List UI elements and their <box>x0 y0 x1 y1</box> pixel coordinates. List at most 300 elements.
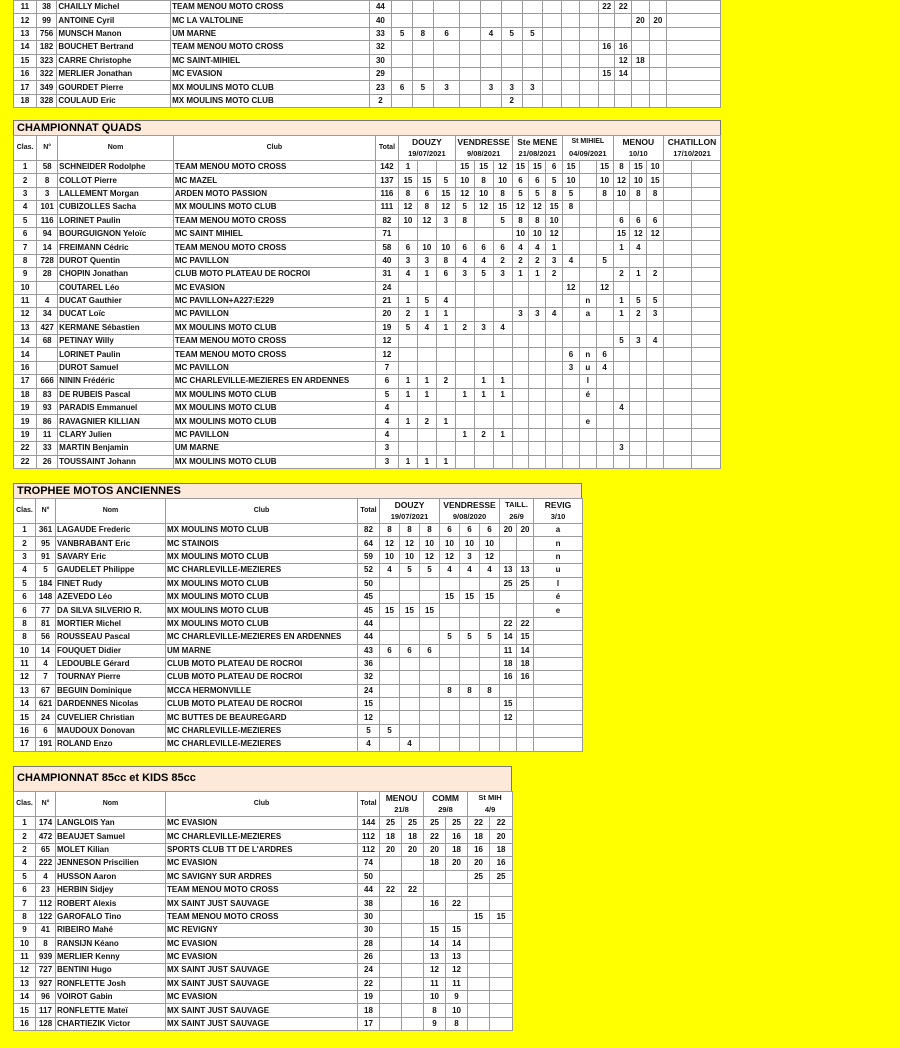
number-cell: 99 <box>36 14 57 27</box>
total-cell: 74 <box>358 857 380 870</box>
score-cell <box>598 81 615 94</box>
score-cell: 1 <box>493 375 512 388</box>
score-cell: 16 <box>500 671 517 684</box>
score-cell <box>380 870 402 883</box>
score-cell <box>664 268 692 281</box>
club-cell: MX MOULINS MOTO CLUB <box>166 550 358 563</box>
score-cell <box>664 214 692 227</box>
score-cell <box>561 81 580 94</box>
rank-cell: 7 <box>14 241 37 254</box>
score-cell: 4 <box>493 321 512 334</box>
score-cell: 12 <box>630 227 647 240</box>
score-cell <box>692 201 721 214</box>
table-row <box>14 241 721 254</box>
score-cell <box>493 294 512 307</box>
score-cell <box>380 964 402 977</box>
number-cell: 24 <box>36 711 56 724</box>
score-cell: 2 <box>455 321 474 334</box>
club-cell: MC EVASION <box>173 281 375 294</box>
score-cell <box>561 67 580 80</box>
score-cell <box>468 883 490 896</box>
total-cell: 31 <box>375 268 398 281</box>
table-row <box>14 1004 513 1017</box>
score-cell <box>380 698 400 711</box>
score-cell <box>436 428 455 441</box>
table-row <box>14 227 721 240</box>
score-cell: 5 <box>440 631 460 644</box>
name-cell: COULAUD Eric <box>57 94 171 107</box>
score-cell: 1 <box>398 415 417 428</box>
score-cell <box>632 67 650 80</box>
score-cell: 3 <box>546 254 563 267</box>
score-cell <box>546 455 563 468</box>
score-cell <box>460 41 481 54</box>
score-cell <box>522 67 543 80</box>
score-cell: 2 <box>647 268 664 281</box>
score-cell <box>460 94 481 107</box>
score-cell <box>529 415 546 428</box>
score-cell <box>402 870 424 883</box>
score-cell <box>596 241 613 254</box>
score-cell <box>380 1004 402 1017</box>
top-standings-section <box>13 0 721 108</box>
score-cell: 13 <box>500 564 517 577</box>
name-cell: ANTOINE Cyril <box>57 14 171 27</box>
number-cell: 116 <box>37 214 58 227</box>
total-cell: 50 <box>358 577 380 590</box>
score-cell: 4 <box>474 254 493 267</box>
score-cell: 11 <box>500 644 517 657</box>
table-row <box>14 537 583 550</box>
score-cell: n <box>579 348 596 361</box>
club-cell: MC STAINOIS <box>166 537 358 550</box>
total-cell: 144 <box>358 817 380 830</box>
total-cell: 12 <box>358 711 380 724</box>
total-cell: 82 <box>358 524 380 537</box>
score-cell: 6 <box>480 524 500 537</box>
name-cell: GAROFALO Tino <box>56 910 166 923</box>
rank-cell: 8 <box>14 617 36 630</box>
score-cell <box>563 241 580 254</box>
score-cell <box>512 442 529 455</box>
rank-cell: 4 <box>14 857 36 870</box>
score-cell <box>420 738 440 751</box>
score-cell: 4 <box>481 27 502 40</box>
score-cell: 10 <box>474 187 493 200</box>
number-cell: 666 <box>37 375 58 388</box>
score-cell: 15 <box>460 590 480 603</box>
table-row <box>14 843 513 856</box>
rank-cell: 12 <box>14 964 36 977</box>
club-cell: MC CHARLEVILLE-MEZIERES <box>166 724 358 737</box>
score-cell <box>664 161 692 174</box>
rank-cell: 10 <box>14 281 37 294</box>
rank-cell: 15 <box>14 54 37 67</box>
score-cell: 1 <box>529 268 546 281</box>
quads-table <box>13 135 721 469</box>
score-cell <box>446 910 468 923</box>
score-cell: 3 <box>630 335 647 348</box>
club-cell: TEAM MENOU MOTO CROSS <box>171 41 369 54</box>
table-row <box>14 214 721 227</box>
score-cell <box>460 604 480 617</box>
name-cell: CLARY Julien <box>58 428 174 441</box>
score-cell <box>480 604 500 617</box>
name-cell: DA SILVA SILVERIO R. <box>56 604 166 617</box>
score-cell: 15 <box>546 201 563 214</box>
score-cell <box>561 41 580 54</box>
name-cell: LANGLOIS Yan <box>56 817 166 830</box>
score-cell <box>436 442 455 455</box>
score-cell: 13 <box>446 950 468 963</box>
score-cell: u <box>534 564 583 577</box>
score-cell: 1 <box>436 321 455 334</box>
table-row <box>14 617 583 630</box>
total-cell: 44 <box>358 631 380 644</box>
name-cell: CARRE Christophe <box>57 54 171 67</box>
number-cell: 83 <box>37 388 58 401</box>
score-cell: 8 <box>546 187 563 200</box>
score-cell: 20 <box>424 843 446 856</box>
number-cell: 349 <box>36 81 57 94</box>
score-cell <box>563 415 580 428</box>
score-cell <box>460 27 481 40</box>
score-cell: 18 <box>446 843 468 856</box>
table-row <box>14 1 721 14</box>
score-cell <box>613 281 630 294</box>
number-cell: 38 <box>36 1 57 14</box>
score-cell: 8 <box>420 524 440 537</box>
score-cell: n <box>534 537 583 550</box>
score-cell <box>493 415 512 428</box>
score-cell <box>380 924 402 937</box>
score-cell: 5 <box>420 564 440 577</box>
score-cell <box>512 375 529 388</box>
score-cell <box>417 227 436 240</box>
score-cell <box>440 671 460 684</box>
club-cell: MX MOULINS MOTO CLUB <box>173 402 375 415</box>
number-cell: 122 <box>36 910 56 923</box>
score-cell <box>580 81 599 94</box>
score-cell: 12 <box>455 187 474 200</box>
score-cell <box>501 1 522 14</box>
club-cell: MC CHARLEVILLE-MEZIERES EN ARDENNES <box>166 631 358 644</box>
score-cell: 6 <box>420 644 440 657</box>
score-cell <box>517 684 534 697</box>
score-cell <box>517 550 534 563</box>
score-cell: 15 <box>490 910 513 923</box>
score-cell: 3 <box>398 254 417 267</box>
score-cell: 1 <box>417 375 436 388</box>
table-row <box>14 27 721 40</box>
rank-cell: 5 <box>14 870 36 883</box>
name-cell: ROUSSEAU Pascal <box>56 631 166 644</box>
score-cell: 10 <box>512 227 529 240</box>
score-cell <box>664 281 692 294</box>
total-cell: 2 <box>369 94 392 107</box>
score-cell: 12 <box>596 281 613 294</box>
score-cell: 15 <box>517 631 534 644</box>
score-cell <box>529 335 546 348</box>
score-cell: 8 <box>563 201 580 214</box>
score-cell <box>490 991 513 1004</box>
score-cell: 25 <box>468 870 490 883</box>
total-cell: 40 <box>375 254 398 267</box>
score-cell <box>615 94 632 107</box>
score-cell <box>420 724 440 737</box>
table-row <box>14 604 583 617</box>
rank-cell: 1 <box>14 817 36 830</box>
score-cell: 6 <box>433 27 460 40</box>
rank-cell: 7 <box>14 897 36 910</box>
table-row <box>14 644 583 657</box>
score-cell: 4 <box>512 241 529 254</box>
number-cell: 26 <box>37 455 58 468</box>
score-cell <box>647 415 664 428</box>
score-cell <box>517 604 534 617</box>
score-cell: 12 <box>417 214 436 227</box>
score-cell <box>579 254 596 267</box>
score-cell <box>667 1 721 14</box>
score-cell <box>436 335 455 348</box>
score-cell <box>420 577 440 590</box>
score-cell: 12 <box>440 550 460 563</box>
table-row <box>14 897 513 910</box>
score-cell <box>664 455 692 468</box>
score-cell <box>529 294 546 307</box>
name-cell: DUROT Quentin <box>58 254 174 267</box>
score-cell <box>529 375 546 388</box>
score-cell <box>380 657 400 670</box>
score-cell <box>613 375 630 388</box>
score-cell <box>490 924 513 937</box>
score-cell <box>436 388 455 401</box>
number-cell: 927 <box>36 977 56 990</box>
score-cell: 10 <box>420 537 440 550</box>
score-cell <box>400 724 420 737</box>
score-cell <box>692 428 721 441</box>
table-row <box>14 711 583 724</box>
score-cell: 20 <box>402 843 424 856</box>
score-cell <box>420 671 440 684</box>
score-cell: 5 <box>522 27 543 40</box>
score-cell <box>380 631 400 644</box>
score-cell <box>647 428 664 441</box>
name-cell: PARADIS Emmanuel <box>58 402 174 415</box>
score-cell <box>664 254 692 267</box>
score-cell: 10 <box>480 537 500 550</box>
score-cell <box>630 442 647 455</box>
score-cell: 8 <box>446 1017 468 1030</box>
score-cell <box>664 187 692 200</box>
score-cell <box>460 671 480 684</box>
score-cell <box>632 81 650 94</box>
score-cell: 6 <box>596 348 613 361</box>
total-cell: 30 <box>358 910 380 923</box>
club-cell: TEAM MENOU MOTO CROSS <box>173 241 375 254</box>
rank-cell: 14 <box>14 335 37 348</box>
club-cell: MC REVIGNY <box>166 924 358 937</box>
number-cell: 65 <box>36 843 56 856</box>
table-row <box>14 415 721 428</box>
table-row <box>14 187 721 200</box>
score-cell <box>664 321 692 334</box>
score-cell <box>529 281 546 294</box>
score-cell: 9 <box>446 991 468 1004</box>
score-cell: 16 <box>490 857 513 870</box>
rank-cell: 14 <box>14 348 37 361</box>
score-cell: 12 <box>398 201 417 214</box>
score-cell <box>630 388 647 401</box>
score-cell: 12 <box>474 201 493 214</box>
number-cell: 4 <box>36 657 56 670</box>
kids-event-menou: MENOU 21/8 <box>380 792 424 817</box>
score-cell: 8 <box>474 174 493 187</box>
table-row <box>14 590 583 603</box>
score-cell <box>692 241 721 254</box>
number-cell: 101 <box>37 201 58 214</box>
score-cell <box>468 924 490 937</box>
score-cell: 8 <box>440 684 460 697</box>
rank-cell: 11 <box>14 294 37 307</box>
rank-cell: 6 <box>14 604 36 617</box>
table-row <box>14 937 513 950</box>
total-cell: 59 <box>358 550 380 563</box>
club-cell: UM MARNE <box>173 442 375 455</box>
score-cell: 8 <box>455 214 474 227</box>
quads-event-ste-mene: Ste MENE 21/08/2021 <box>512 136 563 161</box>
score-cell <box>580 1 599 14</box>
table-row <box>14 81 721 94</box>
score-cell: 5 <box>455 201 474 214</box>
name-cell: ROBERT Alexis <box>56 897 166 910</box>
score-cell <box>460 698 480 711</box>
score-cell <box>420 698 440 711</box>
total-cell: 18 <box>358 1004 380 1017</box>
score-cell <box>579 201 596 214</box>
score-cell <box>481 94 502 107</box>
score-cell: 1 <box>474 388 493 401</box>
score-cell: 15 <box>420 604 440 617</box>
score-cell: 10 <box>455 174 474 187</box>
score-cell <box>596 388 613 401</box>
score-cell: 1 <box>417 388 436 401</box>
kids-header-num: N° <box>36 792 56 817</box>
score-cell <box>543 81 562 94</box>
score-cell <box>579 187 596 200</box>
score-cell: 15 <box>529 161 546 174</box>
score-cell <box>692 361 721 374</box>
score-cell <box>667 67 721 80</box>
rank-cell: 3 <box>14 187 37 200</box>
table-row <box>14 577 583 590</box>
score-cell <box>563 227 580 240</box>
score-cell: 10 <box>417 241 436 254</box>
rank-cell: 12 <box>14 671 36 684</box>
rank-cell: 16 <box>14 361 37 374</box>
score-cell <box>412 94 433 107</box>
name-cell: BENTINI Hugo <box>56 964 166 977</box>
score-cell <box>436 361 455 374</box>
score-cell: 5 <box>400 564 420 577</box>
score-cell <box>474 308 493 321</box>
score-cell: 8 <box>529 214 546 227</box>
club-cell: MCCA HERMONVILLE <box>166 684 358 697</box>
score-cell <box>412 67 433 80</box>
name-cell: MUNSCH Manon <box>57 27 171 40</box>
score-cell: 15 <box>647 174 664 187</box>
score-cell <box>534 657 583 670</box>
score-cell: 5 <box>546 174 563 187</box>
total-cell: 137 <box>375 174 398 187</box>
total-cell: 12 <box>375 348 398 361</box>
score-cell <box>647 321 664 334</box>
number-cell: 174 <box>36 817 56 830</box>
score-cell: 10 <box>424 991 446 1004</box>
number-cell: 8 <box>36 937 56 950</box>
score-cell <box>468 897 490 910</box>
score-cell <box>543 27 562 40</box>
score-cell <box>500 724 517 737</box>
score-cell <box>433 67 460 80</box>
total-cell: 4 <box>375 428 398 441</box>
score-cell: 4 <box>436 294 455 307</box>
table-row <box>14 910 513 923</box>
score-cell: 14 <box>517 644 534 657</box>
score-cell <box>649 41 667 54</box>
score-cell <box>630 321 647 334</box>
score-cell <box>402 910 424 923</box>
score-cell: 1 <box>417 308 436 321</box>
number-cell: 472 <box>36 830 56 843</box>
score-cell: 8 <box>417 201 436 214</box>
quads-header-club: Club <box>173 136 375 161</box>
score-cell: 20 <box>649 14 667 27</box>
score-cell: 1 <box>398 161 417 174</box>
score-cell: 20 <box>632 14 650 27</box>
rank-cell: 2 <box>14 537 36 550</box>
score-cell <box>529 388 546 401</box>
club-cell: CLUB MOTO PLATEAU DE ROCROI <box>166 671 358 684</box>
score-cell: 14 <box>615 67 632 80</box>
score-cell <box>563 388 580 401</box>
score-cell: 8 <box>436 254 455 267</box>
score-cell: 18 <box>402 830 424 843</box>
score-cell <box>402 1017 424 1030</box>
score-cell <box>468 964 490 977</box>
rank-cell: 14 <box>14 698 36 711</box>
score-cell: l <box>534 577 583 590</box>
score-cell <box>392 41 413 54</box>
score-cell: 12 <box>424 964 446 977</box>
score-cell: 5 <box>436 174 455 187</box>
score-cell: 1 <box>630 268 647 281</box>
rank-cell: 5 <box>14 214 37 227</box>
number-cell: 14 <box>37 241 58 254</box>
number-cell: 77 <box>36 604 56 617</box>
score-cell: 25 <box>517 577 534 590</box>
number-cell: 128 <box>36 1017 56 1030</box>
score-cell <box>692 455 721 468</box>
score-cell <box>417 335 436 348</box>
score-cell <box>596 308 613 321</box>
score-cell <box>613 361 630 374</box>
club-cell: ARDEN MOTO PASSION <box>173 187 375 200</box>
score-cell <box>480 617 500 630</box>
score-cell <box>692 348 721 361</box>
score-cell <box>380 937 402 950</box>
score-cell <box>649 94 667 107</box>
